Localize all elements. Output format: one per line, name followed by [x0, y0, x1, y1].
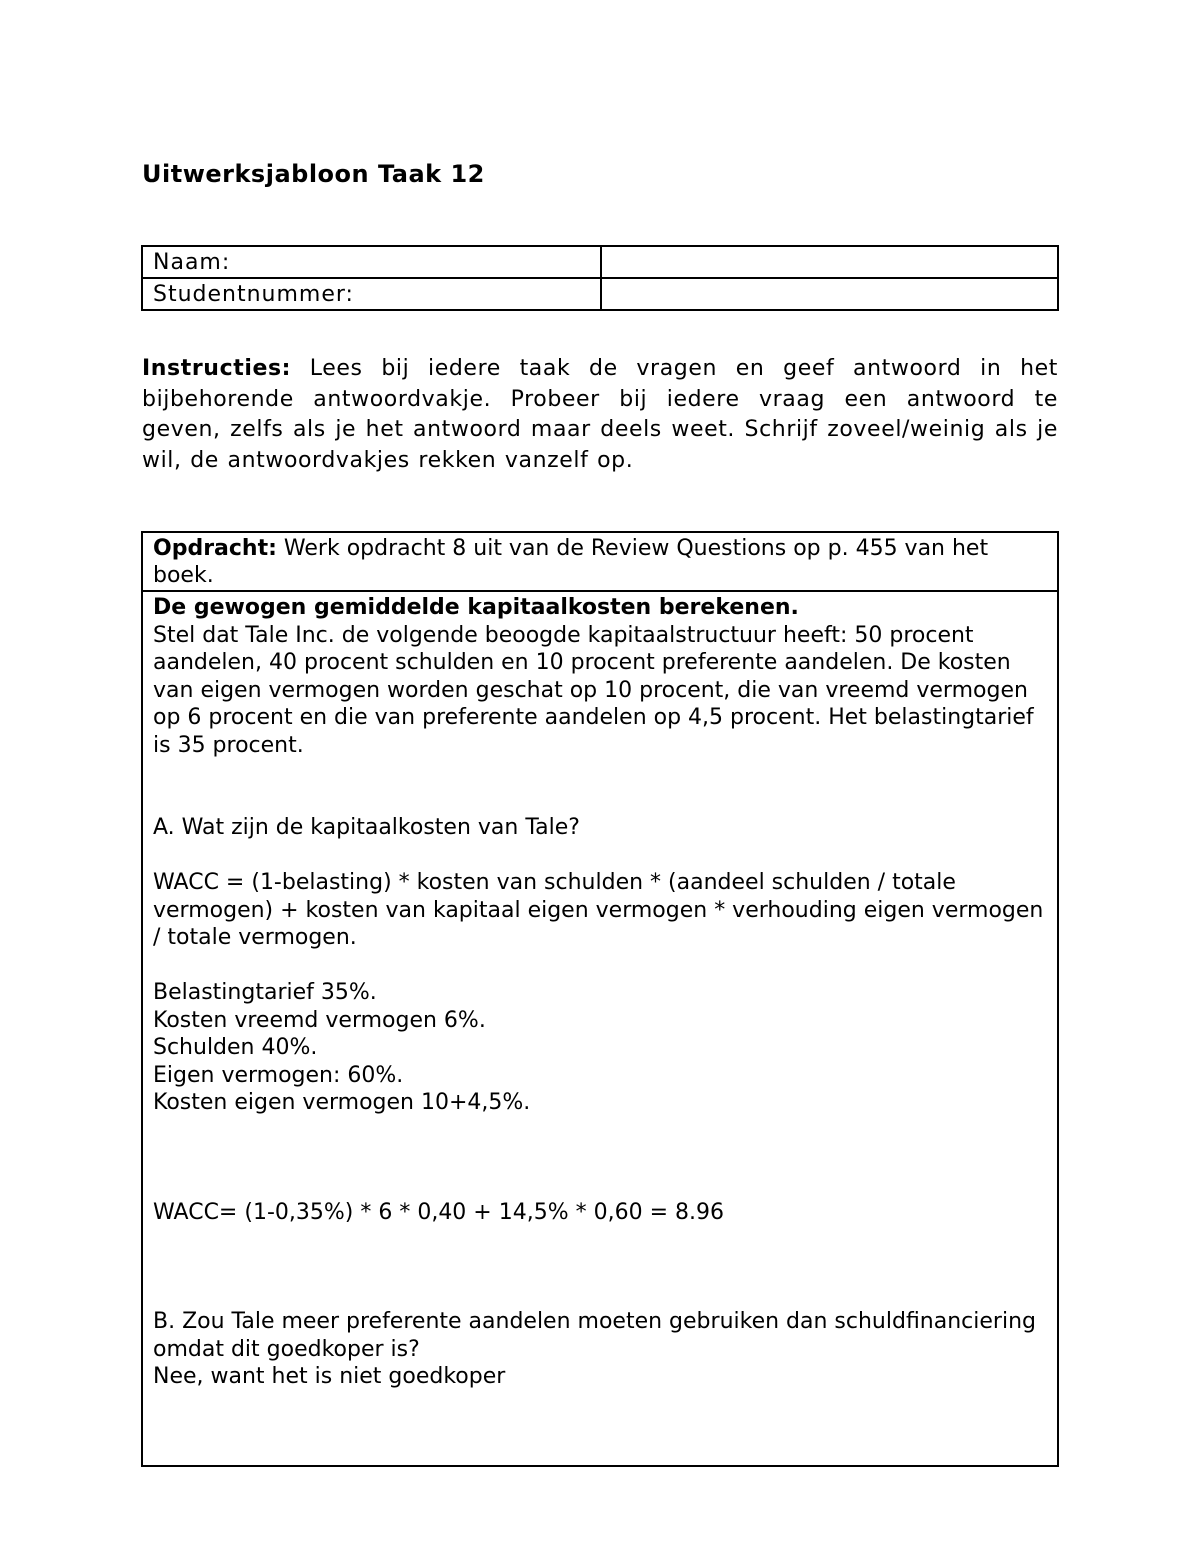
instructions-paragraph	[142, 354, 1058, 476]
wacc-formula: WACC = (1-belasting) * kosten van schulden * (aandeel schulden / totale vermogen) + kosten van kapitaal eigen vermogen * verhouding eigen vermogen / totale vermogen.	[153, 870, 1044, 950]
instructions-label: Instructies:	[142, 356, 292, 381]
student-number-field[interactable]	[601, 278, 1058, 310]
task-heading: De gewogen gemiddelde kapitaalkosten berekenen.	[153, 595, 799, 620]
fact-line: Eigen vermogen: 60%.	[153, 1062, 404, 1088]
fact-line: Schulden 40%.	[153, 1035, 318, 1060]
task-header-text: Werk opdracht 8 uit van de Review Questions op p. 455 van het boek.	[153, 536, 989, 588]
instructions-text: Lees bij iedere taak de vragen en geef antwoord in het bijbehorende antwoordvakje. Probeer bij iedere vraag een antwoord te geven, zelfs als je het antwoord maar deels weet. Schrijf zoveel/weinig als je wil, de antwoordvakjes rekken vanzelf op.	[142, 356, 1058, 473]
page-title: Uitwerksjabloon Taak 12	[142, 160, 485, 188]
table-row	[142, 246, 1058, 278]
task-header-label: Opdracht:	[153, 536, 277, 561]
answer-b: Nee, want het is niet goedkoper	[153, 1364, 506, 1389]
question-b: B. Zou Tale meer preferente aandelen moeten gebruiken dan schuldfinanciering omdat dit goedkoper is?	[153, 1309, 1036, 1362]
name-label: Naam:	[142, 246, 601, 278]
answer-area[interactable]	[143, 592, 1057, 1393]
task-intro: Stel dat Tale Inc. de volgende beoogde kapitaalstructuur heeft: 50 procent aandelen, 40 procent schulden en 10 procent preferente aandelen. De kosten van eigen vermogen worden geschat op 10 procent, die van vreemd vermogen op 6 procent en die van preferente aandelen op 4,5 procent. Het belastingtarief is 35 procent.	[153, 622, 1034, 758]
fact-line: Kosten vreemd vermogen 6%.	[153, 1007, 486, 1033]
task-header	[143, 533, 1057, 592]
question-a: A. Wat zijn de kapitaalkosten van Tale?	[153, 815, 580, 840]
name-field[interactable]	[601, 246, 1058, 278]
wacc-calculation: WACC= (1-0,35%) * 6 * 0,40 + 14,5% * 0,60 = 8.96	[153, 1199, 724, 1225]
table-row	[142, 278, 1058, 310]
task-box	[141, 531, 1059, 1467]
fact-line: Belastingtarief 35%.	[153, 980, 377, 1005]
student-number-label: Studentnummer:	[142, 278, 601, 310]
fact-line: Kosten eigen vermogen 10+4,5%.	[153, 1090, 531, 1115]
student-info-table	[141, 245, 1059, 311]
